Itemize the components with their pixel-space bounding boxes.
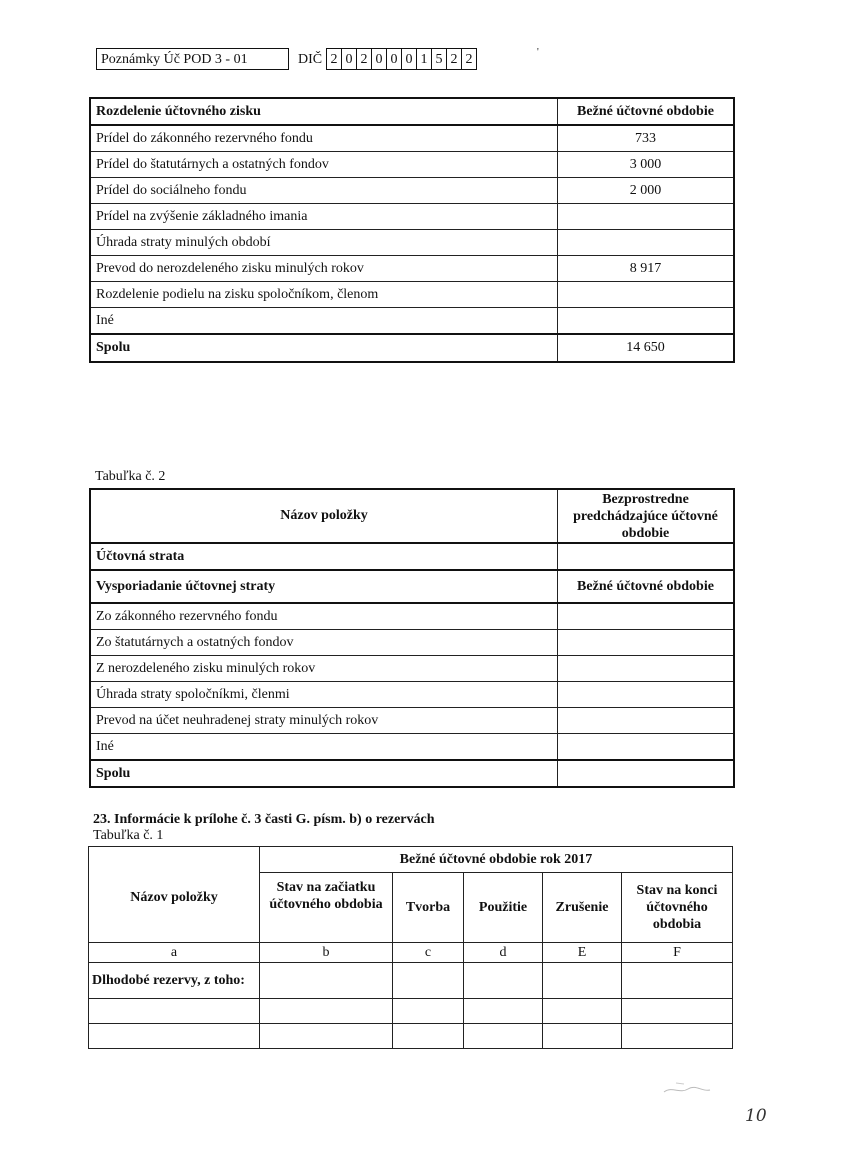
tick-mark: ' [537,47,539,58]
table-row [90,708,734,734]
dic-digit: 0 [386,48,402,70]
table1-head-name: Rozdelenie účtovného zisku [90,98,558,125]
note-label: Poznámky Úč POD 3 - 01 [101,52,248,67]
table3-caption: Tabuľka č. 1 [93,828,164,843]
dic-digits [326,48,477,70]
table-row [90,282,734,308]
dic-digit: 0 [341,48,357,70]
table2-head-name: Názov položky [90,489,558,543]
table-row [90,656,734,682]
total-row [90,334,734,362]
total-label: Spolu [90,760,558,787]
period-head: Bežné účtovné obdobie rok 2017 [260,847,733,873]
letter-a: a [89,943,260,963]
loss-label: Účtovná strata [90,543,558,570]
table2-caption: Tabuľka č. 2 [95,469,166,484]
table1-head-value: Bežné účtovné obdobie [558,98,735,125]
letter-e: E [543,943,622,963]
table2-head-value: Bezprostredne predchádzajúce účtovné obdobie [558,489,735,543]
row-label: Zo zákonného rezervného fondu [90,603,558,630]
row-value: 733 [558,125,735,152]
row-value [558,308,735,335]
dic-digit: 2 [446,48,462,70]
table-row [89,1024,733,1049]
row-value [558,230,735,256]
row-label: Prídel na zvýšenie základného imania [90,204,558,230]
row-label: Prídel do zákonného rezervného fondu [90,125,558,152]
signature-scribble [662,1080,722,1096]
dic-digit: 0 [371,48,387,70]
note-label-box [96,48,289,70]
table-row [90,682,734,708]
row-label: Iné [90,308,558,335]
row-value [558,282,735,308]
table-row [90,734,734,761]
table-row [90,543,734,570]
profit-distribution-table [89,97,735,363]
loss-value [558,543,735,570]
row-label: Iné [90,734,558,761]
col-d-head: Použitie [464,873,543,943]
dic-digit: 2 [356,48,372,70]
col-c-head: Tvorba [393,873,464,943]
table-row [90,630,734,656]
row-label: Zo štatutárnych a ostatných fondov [90,630,558,656]
page-number: 10 [745,1106,767,1126]
dic-digit: 2 [461,48,477,70]
row-value [558,204,735,230]
settle-value: Bežné účtovné obdobie [558,570,735,603]
row-value: 8 917 [558,256,735,282]
table-row [90,570,734,603]
letter-c: c [393,943,464,963]
loss-settlement-table [89,488,735,788]
letter-b: b [260,943,393,963]
section-title: 23. Informácie k prílohe č. 3 časti G. písm. b) o rezervách [93,812,435,827]
table-row [90,256,734,282]
table-row [89,963,733,999]
table-row [90,125,734,152]
table-row [90,152,734,178]
table-row [89,999,733,1024]
total-value: 14 650 [558,334,735,362]
total-row [90,760,734,787]
row-label: Prevod do nerozdeleného zisku minulých rokov [90,256,558,282]
row-value: 3 000 [558,152,735,178]
col-b-head: Stav na začiatku účtovného obdobia [260,873,393,943]
col-name-head: Názov položky [89,847,260,943]
dic-digit: 5 [431,48,447,70]
total-label: Spolu [90,334,558,362]
dic-label: DIČ [298,52,323,67]
table-row [90,308,734,335]
row-label: Prídel do štatutárnych a ostatných fondov [90,152,558,178]
letter-f: F [622,943,733,963]
row1-label: Dlhodobé rezervy, z toho: [89,963,260,999]
row-label: Prevod na účet neuhradenej straty minulých rokov [90,708,558,734]
dic-digit: 2 [326,48,342,70]
dic-digit: 0 [401,48,417,70]
row-label: Úhrada straty minulých období [90,230,558,256]
settle-label: Vysporiadanie účtovnej straty [90,570,558,603]
table-row [90,204,734,230]
table-row [90,230,734,256]
col-f-head: Stav na konci účtovného obdobia [622,873,733,943]
row-value: 2 000 [558,178,735,204]
row-label: Prídel do sociálneho fondu [90,178,558,204]
reserves-table [88,846,733,1049]
row-label: Z nerozdeleného zisku minulých rokov [90,656,558,682]
row-label: Úhrada straty spoločníkmi, členmi [90,682,558,708]
letter-d: d [464,943,543,963]
table-row [90,603,734,630]
row-label: Rozdelenie podielu na zisku spoločníkom, členom [90,282,558,308]
dic-digit: 1 [416,48,432,70]
table-row [90,178,734,204]
col-e-head: Zrušenie [543,873,622,943]
